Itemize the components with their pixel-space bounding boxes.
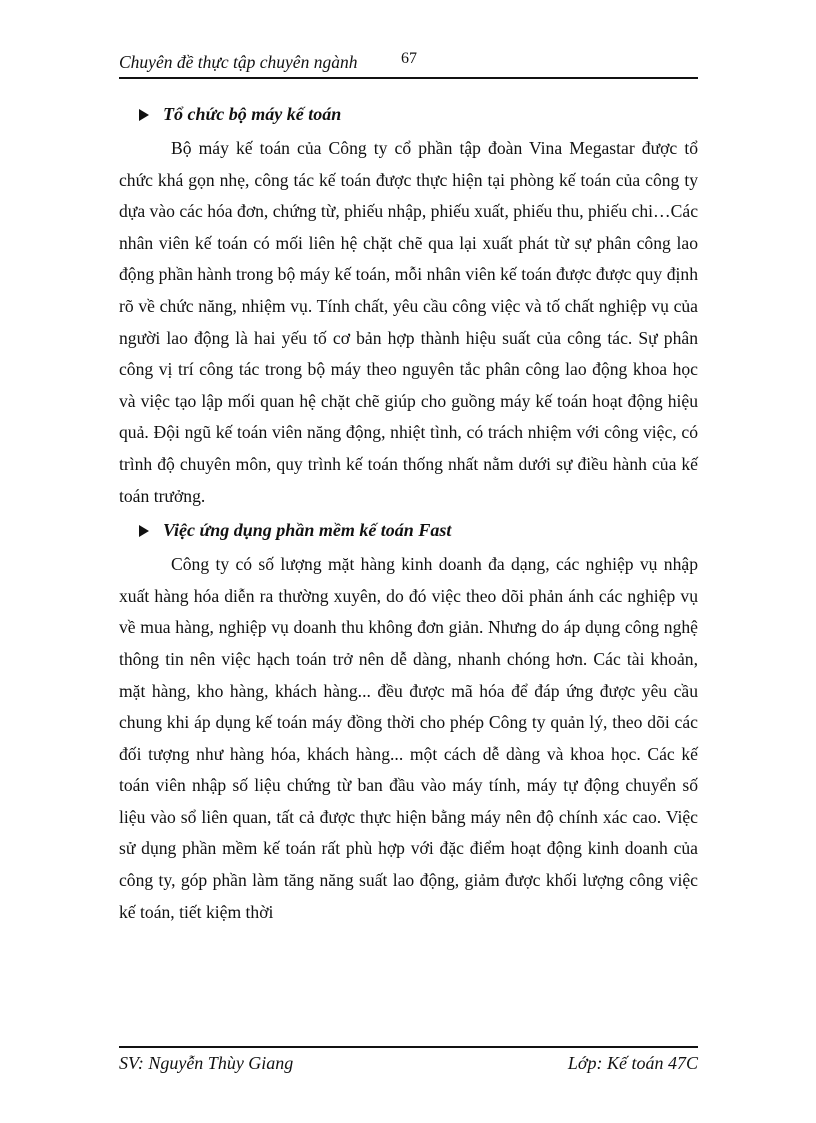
section-paragraph-fast-software: Công ty có số lượng mặt hàng kinh doanh đa dạng, các nghiệp vụ nhập xuất hàng hóa diễn ra thường xuyên, do đó việc theo dõi phản ánh các nghiệp vụ về mua hàng, nghiệp vụ doanh thu không đơn giản. Nhưng do áp dụng công nghệ thông tin nên việc hạch toán trở nên dễ dàng, nhanh chóng hơn. Các tài khoản, mặt hàng, kho hàng, khách hàng... đều được mã hóa để đáp ứng được yêu cầu chung khi áp dụng kế toán máy đồng thời cho phép Công ty quản lý, theo dõi các đối tượng như hàng hóa, khách hàng... một cách dễ dàng và khoa học. Các kế toán viên nhập số liệu chứng từ ban đầu vào máy tính, máy tự động chuyển số liệu vào sổ liên quan, tất cả được thực hiện bằng máy nên độ chính xác cao. Việc sử dụng phần mềm kế toán rất phù hợp với đặc điểm hoạt động kinh doanh của công ty, góp phần làm tăng năng suất lao động, giảm được khối lượng công việc kế toán, tiết kiệm thời	[119, 554, 698, 922]
header-title: Chuyên đề thực tập chuyên ngành	[119, 52, 358, 72]
arrow-bullet-icon	[139, 109, 149, 121]
section-heading-text: Việc ứng dụng phần mềm kế toán Fast	[163, 520, 452, 541]
footer-student-name: SV: Nguyễn Thùy Giang	[119, 1053, 294, 1073]
document-body	[119, 96, 698, 928]
header-divider	[119, 77, 698, 79]
footer-class: Lớp: Kế toán 47C	[567, 1053, 698, 1073]
section-heading-accounting-organization	[119, 96, 698, 133]
page-header	[119, 48, 698, 76]
section-heading-fast-software	[119, 512, 698, 549]
page-number: 67	[401, 50, 417, 67]
section-heading-text: Tổ chức bộ máy kế toán	[163, 104, 342, 124]
section-paragraph-accounting-organization: Bộ máy kế toán của Công ty cổ phần tập đoàn Vina Megastar được tổ chức khá gọn nhẹ, công tác kế toán được thực hiện tại phòng kế toán của công ty dựa vào các hóa đơn, chứng từ, phiếu nhập, phiếu xuất, phiếu thu, phiếu chi…Các nhân viên kế toán có mối liên hệ chặt chẽ qua lại xuất phát từ sự phân công lao động phần hành trong bộ máy kế toán, mỗi nhân viên kế toán được được quy định rõ về chức năng, nhiệm vụ. Tính chất, yêu cầu công việc và tố chất nghiệp vụ của người lao động là hai yếu tố cơ bản hợp thành hiệu suất của công tác. Sự phân công vị trí công tác trong bộ máy theo nguyên tắc phân công lao động khoa học và việc tạo lập mối quan hệ chặt chẽ giúp cho guồng máy kế toán hoạt động hiệu quả. Đội ngũ kế toán viên năng động, nhiệt tình, có trách nhiệm với công việc, có trình độ chuyên môn, quy trình kế toán thống nhất nằm dưới sự điều hành của kế toán trưởng.	[119, 138, 698, 506]
footer-divider	[119, 1046, 698, 1048]
arrow-bullet-icon	[139, 525, 149, 537]
